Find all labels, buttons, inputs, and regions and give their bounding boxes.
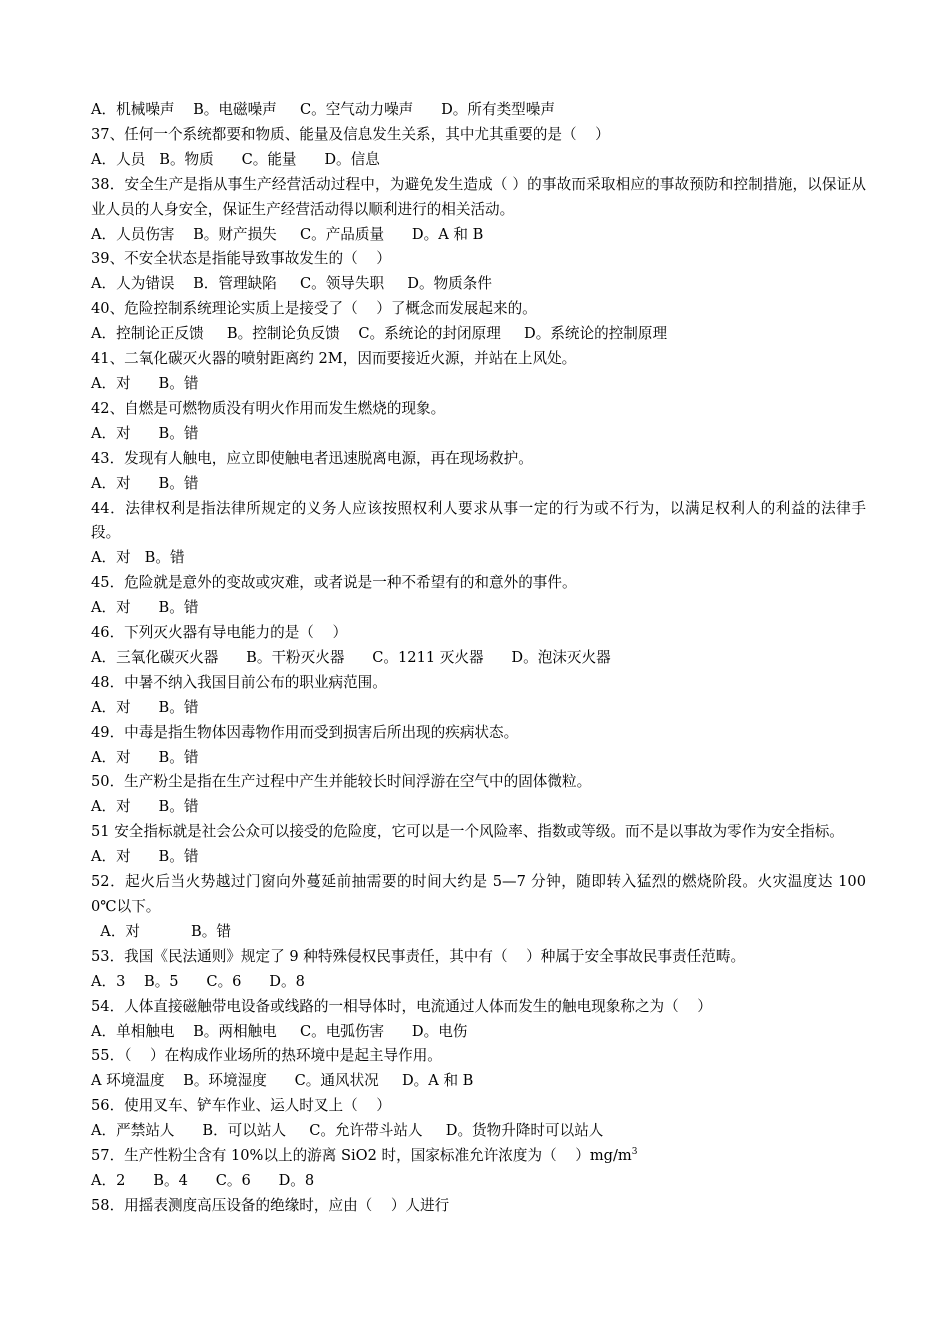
superscript-3: 3 xyxy=(631,1147,638,1158)
question-42: 42、自燃是可燃物质没有明火作用而发生燃烧的现象。 xyxy=(91,399,446,417)
options-50: A．对 B。错 xyxy=(91,798,199,816)
options-46: A．三氧化碳灭火器 B。干粉灭火器 C。1211 灭火器 D。泡沫灭火器 xyxy=(91,648,611,666)
options-42: A．对 B。错 xyxy=(91,424,199,442)
question-57 xyxy=(91,1144,866,1169)
options-52: A．对 B。错 xyxy=(91,922,231,940)
question-46: 46．下列灭火器有导电能力的是（ ） xyxy=(91,624,348,642)
options-56: A．严禁站人 B．可以站人 C。允许带斗站人 D。货物升降时可以站人 xyxy=(91,1122,604,1140)
question-39: 39、不安全状态是指能导致事故发生的（ ） xyxy=(91,250,391,268)
question-40: 40、危险控制系统理论实质上是接受了（ ）了概念而发展起来的。 xyxy=(91,300,537,318)
question-57-text: 57．生产性粉尘含有 10%以上的游离 SiO2 时，国家标准允许浓度为（ ）mg/m xyxy=(91,1147,632,1165)
question-55: 55．（ ）在构成作业场所的热环境中是起主导作用。 xyxy=(91,1047,442,1065)
question-54: 54．人体直接磁触带电设备或线路的一相导体时，电流通过人体而发生的触电现象称之为（ ） xyxy=(91,997,712,1015)
options-55: A 环境温度 B。环境湿度 C。通风状况 D。A 和 B xyxy=(91,1072,474,1090)
text-line: A．机械噪声 B。电磁噪声 C。空气动力噪声 D。所有类型噪声 xyxy=(91,101,555,118)
options-45: A．对 B。错 xyxy=(91,599,199,617)
options-38: A．人员伤害 B。财产损失 C。产品质量 D。A 和 B xyxy=(91,225,484,243)
document-page xyxy=(91,98,866,1219)
options-54: A．单相触电 B。两相触电 C。电弧伤害 D。电伤 xyxy=(91,1022,468,1040)
options-40: A．控制论正反馈 B。控制论负反馈 C。系统论的封闭原理 D。系统论的控制原理 xyxy=(91,325,668,343)
options-49: A．对 B。错 xyxy=(91,748,199,766)
options-37: A．人员 B。物质 C。能量 D。信息 xyxy=(91,150,380,168)
options-48: A．对 B。错 xyxy=(91,698,199,716)
question-50: 50．生产粉尘是指在生产过程中产生并能较长时间浮游在空气中的固体微粒。 xyxy=(91,773,592,791)
question-41: 41、二氧化碳灭火器的喷射距离约 2M，因而要接近火源，并站在上风处。 xyxy=(91,350,577,368)
question-43: 43．发现有人触电，应立即使触电者迅速脱离电源，再在现场救护。 xyxy=(91,449,533,467)
question-38: 38．安全生产是指从事生产经营活动过程中，为避免发生造成（ ）的事故而采取相应的事故预防和控制措施，以保证从业人员的人身安全，保证生产经营活动得以顺利进行的相关活动。 xyxy=(91,175,866,218)
question-44: 44．法律权利是指法律所规定的义务人应该按照权利人要求从事一定的行为或不行为，以满足权利人的利益的法律手段。 xyxy=(91,499,866,542)
options-44: A．对 B。错 xyxy=(91,549,185,567)
question-37: 37、任何一个系统都要和物质、能量及信息发生关系，其中尤其重要的是（ ） xyxy=(91,125,610,143)
question-49: 49．中毒是指生物体因毒物作用而受到损害后所出现的疾病状态。 xyxy=(91,723,519,741)
question-48: 48．中暑不纳入我国目前公布的职业病范围。 xyxy=(91,673,387,691)
question-45: 45．危险就是意外的变故或灾难，或者说是一种不希望有的和意外的事件。 xyxy=(91,574,577,592)
options-51: A．对 B。错 xyxy=(91,848,199,866)
question-51: 51 安全指标就是社会公众可以接受的危险度，它可以是一个风险率、指数或等级。而不是以事故为零作为安全指标。 xyxy=(91,823,844,841)
question-52: 52．起火后当火势越过门窗向外蔓延前抽需要的时间大约是 5—7 分钟，随即转入猛烈的燃烧阶段。火灾温度达 1000℃以下。 xyxy=(91,873,866,915)
options-41: A．对 B。错 xyxy=(91,374,199,392)
question-53: 53．我国《民法通则》规定了 9 种特殊侵权民事责任，其中有（ ）种属于安全事故民事责任范畴。 xyxy=(91,947,746,965)
question-56: 56．使用叉车、铲车作业、运人时叉上（ ） xyxy=(91,1097,391,1115)
options-39: A．人为错误 B．管理缺陷 C。领导失职 D。物质条件 xyxy=(91,275,492,293)
options-57: A．2 B。4 C。6 D。8 xyxy=(91,1171,315,1189)
question-58: 58．用摇表测度高压设备的绝缘时，应由（ ）人进行 xyxy=(91,1196,450,1214)
options-43: A．对 B。错 xyxy=(91,474,199,492)
options-53: A．3 B。5 C。6 D。8 xyxy=(91,972,305,990)
